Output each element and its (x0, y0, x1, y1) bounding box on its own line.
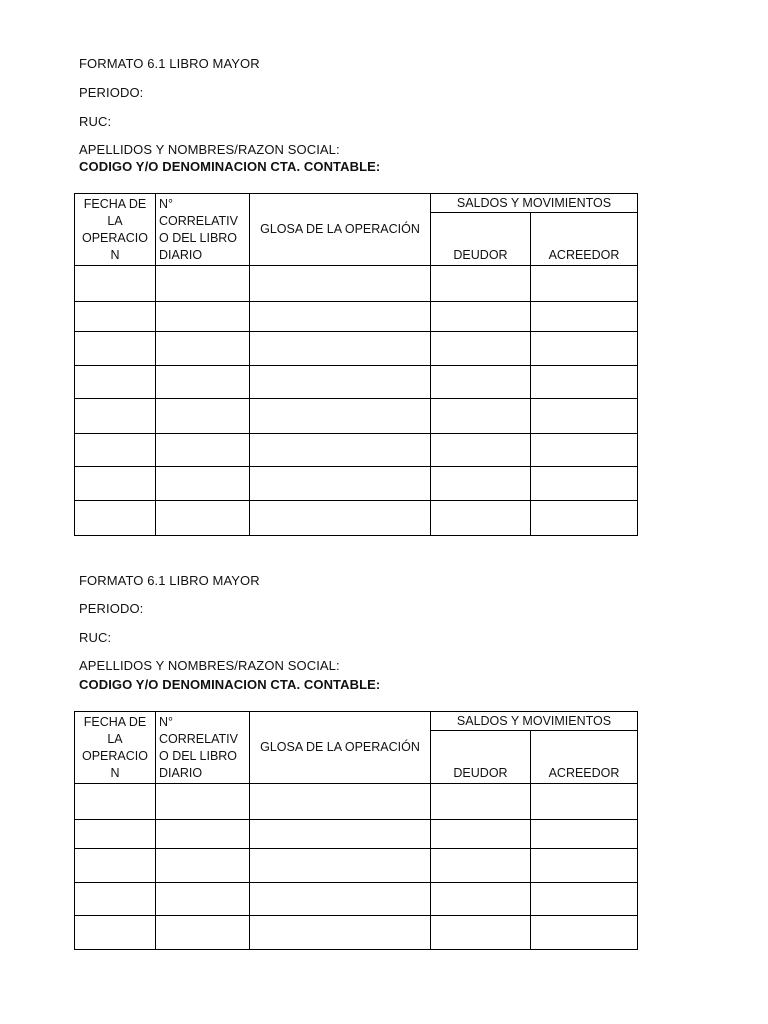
table-row (75, 302, 638, 332)
header-saldos: SALDOS Y MOVIMIENTOS (431, 194, 638, 213)
periodo-label: PERIODO: (79, 85, 144, 100)
codigo-label: CODIGO Y/O DENOMINACION CTA. CONTABLE: (79, 159, 381, 174)
ruc-label: RUC: (79, 630, 112, 645)
header-acreedor: ACREEDOR (531, 213, 638, 266)
header-acreedor: ACREEDOR (531, 731, 638, 784)
table-row (75, 501, 638, 536)
header-correlativo: N° CORRELATIV O DEL LIBRO DIARIO (156, 194, 250, 266)
table-row (75, 883, 638, 916)
form-title: FORMATO 6.1 LIBRO MAYOR (79, 573, 260, 588)
table-row (75, 784, 638, 820)
codigo-label: CODIGO Y/O DENOMINACION CTA. CONTABLE: (79, 677, 381, 692)
header-glosa: GLOSA DE LA OPERACIÓN (250, 712, 431, 784)
header-saldos: SALDOS Y MOVIMIENTOS (431, 712, 638, 731)
header-fecha: FECHA DE LA OPERACIO N (75, 712, 156, 784)
apellidos-label: APELLIDOS Y NOMBRES/RAZON SOCIAL: (79, 658, 340, 673)
table-row (75, 332, 638, 366)
periodo-label: PERIODO: (79, 601, 144, 616)
table-row (75, 366, 638, 399)
table-row (75, 849, 638, 883)
header-correlativo: N° CORRELATIV O DEL LIBRO DIARIO (156, 712, 250, 784)
header-fecha: FECHA DE LA OPERACIO N (75, 194, 156, 266)
table-row (75, 820, 638, 849)
table-row (75, 434, 638, 467)
header-deudor: DEUDOR (431, 213, 531, 266)
table-row (75, 916, 638, 950)
header-deudor: DEUDOR (431, 731, 531, 784)
ledger-table (74, 711, 638, 950)
ledger-table (74, 193, 638, 536)
table-row (75, 399, 638, 434)
table-row (75, 266, 638, 302)
header-glosa: GLOSA DE LA OPERACIÓN (250, 194, 431, 266)
ruc-label: RUC: (79, 114, 112, 129)
table-row (75, 467, 638, 501)
form-title: FORMATO 6.1 LIBRO MAYOR (79, 56, 260, 71)
apellidos-label: APELLIDOS Y NOMBRES/RAZON SOCIAL: (79, 142, 340, 157)
